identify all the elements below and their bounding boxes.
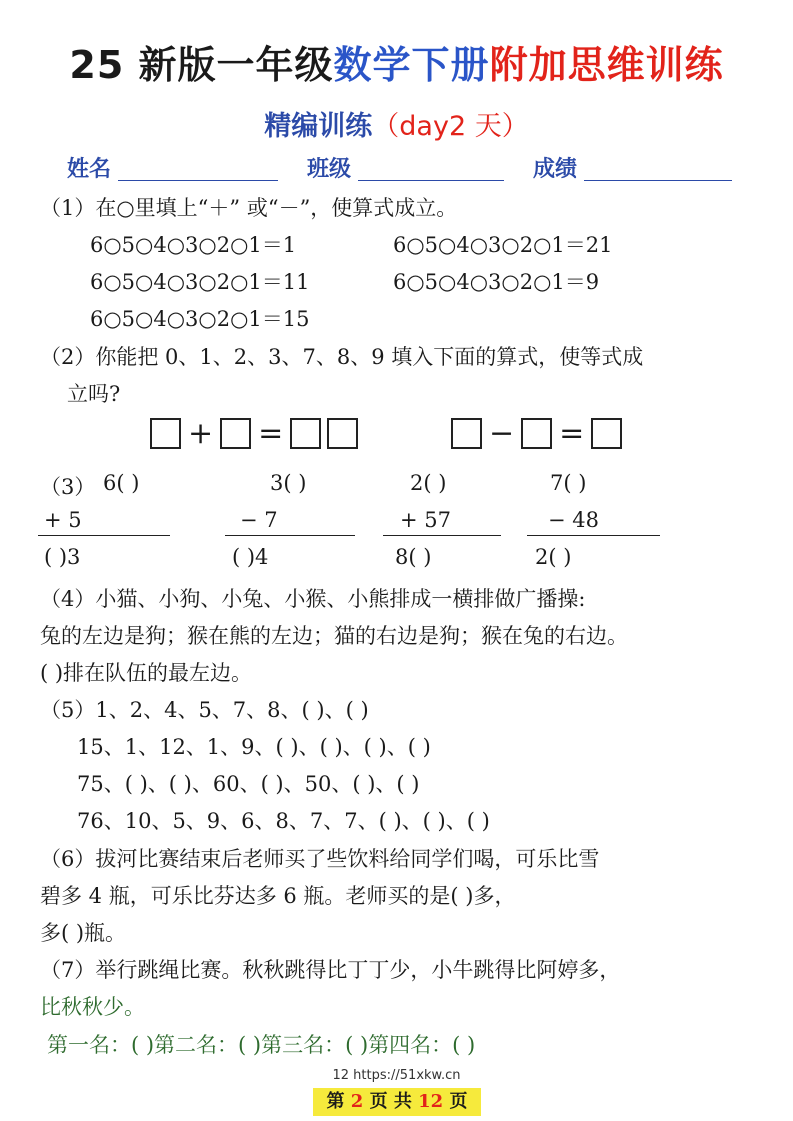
score-label: 成绩 [533, 157, 578, 182]
q3-col1-mid: + 5 [44, 508, 82, 532]
q3-col3-rule [383, 535, 501, 536]
q6-line3: 多( )瓶。 [40, 921, 127, 945]
q3-col3-top: 2( ) [410, 471, 447, 495]
page-indicator [313, 1088, 481, 1116]
q2-prompt-line2: 立吗? [67, 382, 121, 406]
q4-line1: （4）小猫、小狗、小兔、小猴、小熊排成一横排做广播操: [40, 587, 586, 611]
q1-equation-5: 6○5○4○3○2○1＝15 [90, 307, 310, 331]
q4-line3: ( )排在队伍的最左边。 [40, 661, 253, 685]
q1-equation-4: 6○5○4○3○2○1＝9 [393, 270, 600, 294]
page-total: 12 [418, 1091, 444, 1112]
page-number: 2 [350, 1091, 364, 1112]
q6-line2: 碧多 4 瓶，可乐比芬达多 6 瓶。老师买的是( )多， [40, 884, 516, 908]
q1-equation-1: 6○5○4○3○2○1＝1 [90, 233, 297, 257]
q3-col1-rule [38, 535, 170, 536]
q3-col3-mid: + 57 [400, 508, 451, 532]
q5-line1: （5）1、2、4、5、7、8、( )、( ) [40, 698, 369, 722]
page-title [0, 34, 793, 89]
answer-box[interactable] [591, 418, 622, 449]
q5-line4: 76、10、5、9、6、8、7、7、( )、( )、( ) [77, 809, 490, 833]
q6-line1: （6）拔河比赛结束后老师买了些饮料给同学们喝，可乐比雪 [40, 847, 600, 871]
q2-prompt-line1: （2）你能把 0、1、2、3、7、8、9 填入下面的算式，使等式成 [40, 345, 644, 369]
footer-url: 12 https://51xkw.cn [332, 1068, 461, 1083]
name-label: 姓名 [67, 157, 112, 182]
title-part-grade: 25 新版一年级 [69, 43, 334, 87]
title-part-subject: 数学下册 [333, 43, 490, 87]
answer-box[interactable] [150, 418, 181, 449]
q3-col2-bottom: ( )4 [232, 545, 269, 569]
q3-col2-mid: − 7 [240, 508, 278, 532]
page-subtitle [0, 104, 793, 143]
q3-col4-top: 7( ) [550, 471, 587, 495]
q5-line3: 75、( )、( )、60、( )、50、( )、( ) [77, 772, 420, 796]
minus-sign: − [489, 416, 515, 451]
class-field[interactable] [358, 180, 504, 181]
q3-col2-top: 3( ) [270, 471, 307, 495]
page-suffix: 页 [449, 1091, 468, 1112]
answer-box[interactable] [451, 418, 482, 449]
answer-box[interactable] [521, 418, 552, 449]
equals-sign: = [559, 416, 585, 451]
subtitle-main: 精编训练 [264, 111, 373, 142]
answer-box[interactable] [220, 418, 251, 449]
q3-col3-bottom: 8( ) [395, 545, 432, 569]
title-part-training: 附加思维训练 [489, 43, 724, 87]
name-field[interactable] [118, 180, 278, 181]
q7-ranking-line: 第一名：( )第二名：( )第三名：( )第四名：( ) [47, 1033, 476, 1057]
q4-line2: 兔的左边是狗；猴在熊的左边；猫的右边是狗；猴在兔的右边。 [40, 624, 628, 648]
q3-col4-mid: − 48 [548, 508, 599, 532]
q1-prompt: （1）在○里填上“＋” 或“－”，使算式成立。 [40, 196, 458, 220]
q2-addition-equation [150, 418, 358, 449]
answer-box[interactable] [327, 418, 358, 449]
equals-sign: = [258, 416, 284, 451]
q7-line2: 比秋秋少。 [40, 995, 145, 1019]
class-label: 班级 [307, 157, 352, 182]
page-mid: 页 共 [369, 1091, 412, 1112]
q1-equation-2: 6○5○4○3○2○1＝21 [393, 233, 613, 257]
q5-line2: 15、1、12、1、9、( )、( )、( )、( ) [77, 735, 431, 759]
q3-label: （3） [40, 475, 96, 499]
answer-box[interactable] [290, 418, 321, 449]
q3-col1-top: 6( ) [103, 471, 140, 495]
q3-col1-bottom: ( )3 [44, 545, 81, 569]
score-field[interactable] [584, 180, 732, 181]
subtitle-day: （day2 天） [372, 111, 529, 142]
q2-subtraction-equation [451, 418, 622, 449]
q1-equation-3: 6○5○4○3○2○1＝11 [90, 270, 310, 294]
q3-col4-bottom: 2( ) [535, 545, 572, 569]
q3-col4-rule [527, 535, 660, 536]
plus-sign: + [188, 416, 214, 451]
q3-col2-rule [225, 535, 355, 536]
page-prefix: 第 [326, 1091, 345, 1112]
q7-line1: （7）举行跳绳比赛。秋秋跳得比丁丁少，小牛跳得比阿婷多， [40, 958, 621, 982]
